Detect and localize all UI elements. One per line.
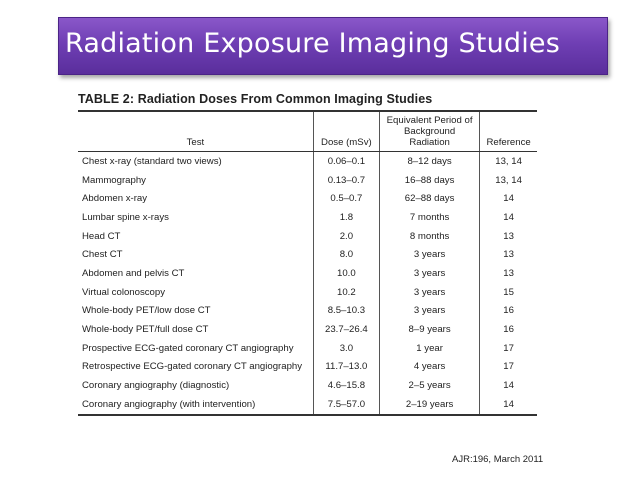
table-row — [78, 189, 537, 208]
cell-dose: 7.5–57.0 — [313, 395, 379, 415]
table-header — [78, 111, 537, 152]
cell-test: Coronary angiography (diagnostic) — [82, 380, 230, 392]
cell-dose: 0.5–0.7 — [313, 189, 379, 208]
table-row — [78, 171, 537, 190]
cell-test: Chest CT — [82, 249, 123, 261]
cell-equivalent: 16–88 days — [380, 171, 480, 190]
table-row — [78, 283, 537, 302]
cell-reference: 14 — [480, 376, 537, 395]
cell-dose: 1.8 — [313, 208, 379, 227]
cell-test: Whole-body PET/full dose CT — [82, 324, 209, 336]
cell-test: Coronary angiography (with intervention) — [82, 398, 256, 410]
cell-dose: 8.5–10.3 — [313, 302, 379, 321]
cell-test: Abdomen x-ray — [82, 193, 148, 205]
cell-dose: 2.0 — [313, 227, 379, 246]
header-test: Test — [78, 111, 313, 152]
table-row — [78, 152, 537, 171]
cell-equivalent: 8–9 years — [380, 320, 480, 339]
cell-test: Prospective ECG-gated coronary CT angiography — [82, 342, 294, 354]
table-row — [78, 264, 537, 283]
table-row — [78, 245, 537, 264]
cell-reference: 13 — [480, 264, 537, 283]
header-equivalent-period: Equivalent Period of Background Radiation — [380, 111, 480, 152]
cell-equivalent: 1 year — [380, 339, 480, 358]
cell-dose: 8.0 — [313, 245, 379, 264]
header-row — [78, 111, 537, 152]
cell-equivalent: 62–88 days — [380, 189, 480, 208]
cell-reference: 13 — [480, 227, 537, 246]
table-row — [78, 208, 537, 227]
cell-reference: 15 — [480, 283, 537, 302]
cell-reference: 16 — [480, 320, 537, 339]
cell-dose: 3.0 — [313, 339, 379, 358]
cell-equivalent: 3 years — [380, 302, 480, 321]
cell-test: Mammography — [82, 174, 146, 186]
header-reference: Reference — [480, 111, 537, 152]
cell-dose: 10.0 — [313, 264, 379, 283]
table-row — [78, 358, 537, 377]
cell-equivalent: 2–19 years — [380, 395, 480, 415]
cell-test: Virtual colonoscopy — [82, 286, 166, 298]
cell-equivalent: 7 months — [380, 208, 480, 227]
radiation-dose-table — [78, 110, 537, 416]
source-citation: AJR:196, March 2011 — [452, 454, 544, 465]
cell-test: Head CT — [82, 230, 121, 242]
cell-reference: 13, 14 — [480, 152, 537, 171]
cell-equivalent: 3 years — [380, 283, 480, 302]
cell-equivalent: 2–5 years — [380, 376, 480, 395]
table-row — [78, 395, 537, 415]
table-row — [78, 227, 537, 246]
cell-equivalent: 3 years — [380, 264, 480, 283]
cell-dose: 0.13–0.7 — [313, 171, 379, 190]
cell-reference: 14 — [480, 395, 537, 415]
cell-reference: 14 — [480, 189, 537, 208]
cell-reference: 14 — [480, 208, 537, 227]
title-banner — [58, 17, 608, 75]
cell-dose: 4.6–15.8 — [313, 376, 379, 395]
cell-test: Lumbar spine x-rays — [82, 211, 169, 223]
cell-equivalent: 3 years — [380, 245, 480, 264]
cell-equivalent: 8–12 days — [380, 152, 480, 171]
cell-reference: 13, 14 — [480, 171, 537, 190]
table-body — [78, 152, 537, 415]
cell-test: Abdomen and pelvis CT — [82, 267, 185, 279]
cell-reference: 13 — [480, 245, 537, 264]
table-caption: TABLE 2: Radiation Doses From Common Imaging Studies — [78, 92, 433, 106]
cell-test: Chest x-ray (standard two views) — [82, 155, 222, 167]
table-row — [78, 376, 537, 395]
cell-reference: 17 — [480, 339, 537, 358]
slide-title: Radiation Exposure Imaging Studies — [65, 28, 561, 59]
cell-dose: 11.7–13.0 — [313, 358, 379, 377]
cell-dose: 23.7–26.4 — [313, 320, 379, 339]
table-row — [78, 302, 537, 321]
cell-test: Retrospective ECG-gated coronary CT angiography — [82, 361, 303, 373]
cell-reference: 16 — [480, 302, 537, 321]
cell-test: Whole-body PET/low dose CT — [82, 305, 211, 317]
header-dose: Dose (mSv) — [313, 111, 379, 152]
table-row — [78, 320, 537, 339]
cell-dose: 0.06–0.1 — [313, 152, 379, 171]
cell-reference: 17 — [480, 358, 537, 377]
table-row — [78, 339, 537, 358]
cell-equivalent: 8 months — [380, 227, 480, 246]
cell-dose: 10.2 — [313, 283, 379, 302]
cell-equivalent: 4 years — [380, 358, 480, 377]
